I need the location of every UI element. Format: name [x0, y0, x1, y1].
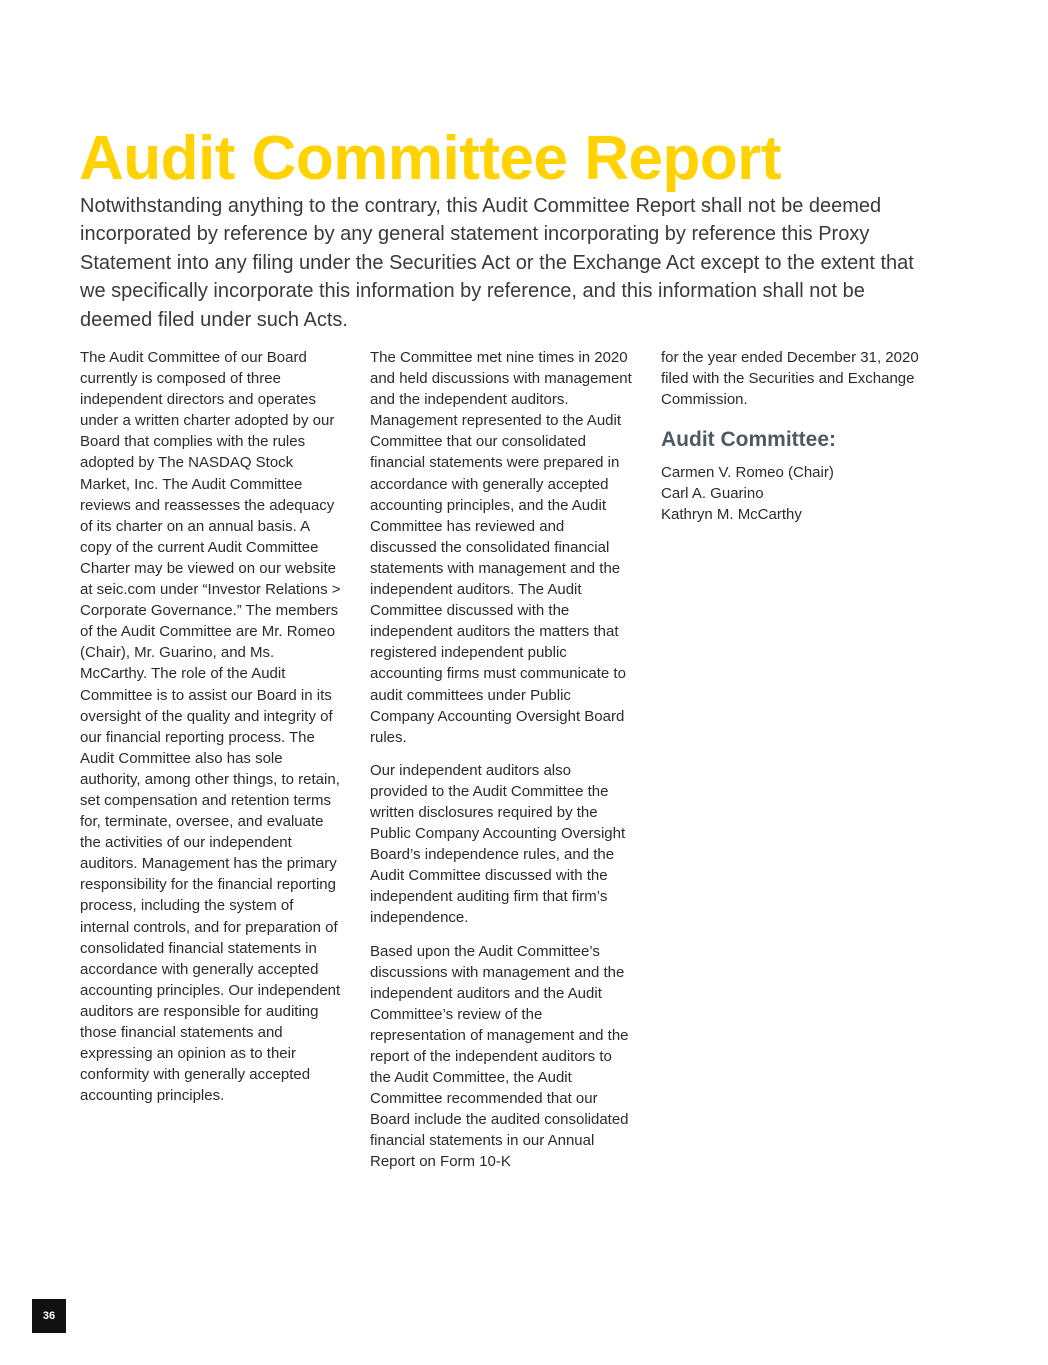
committee-heading: Audit Committee:: [661, 428, 836, 452]
column-2: [370, 347, 632, 1185]
page-number-badge: 36: [32, 1299, 66, 1333]
signer-name: Carl A. Guarino: [661, 485, 764, 503]
body-paragraph: Based upon the Audit Committee’s discussions with management and the independent auditors and the Audit Committee’s review of the representation of management and the report of the independent auditors to the Audit Committee, the Audit Committee recommended that our Board include the audited consolidated financial statements in our Annual Report on Form 10-K: [370, 942, 629, 1171]
signer-name: Carmen V. Romeo (Chair): [661, 464, 834, 482]
body-paragraph: for the year ended December 31, 2020 filed with the Securities and Exchange Commission.: [661, 349, 919, 409]
column-1: [80, 347, 342, 1118]
body-paragraph: The Committee met nine times in 2020 and held discussions with management and the independent auditors. Management represented to the Audit Committee that our consolidated financial statements were prepared in accordance with generally accepted accounting principles, and the Audit Committee has reviewed and discussed the consolidated financial statements with management and the independent auditors. The Audit Committee discussed with the independent auditors the matters that registered independent public accounting firms must communicate to audit committees under Public Company Accounting Oversight Board rules.: [370, 349, 632, 746]
signer-name: Kathryn M. McCarthy: [661, 506, 802, 524]
body-paragraph: The Audit Committee of our Board currently is composed of three independent directors and operates under a written charter adopted by our Board that complies with the rules adopted by The NASDAQ Stock Market, Inc. The Audit Committee reviews and reassesses the adequacy of its charter on an annual basis. A copy of the current Audit Committee Charter may be viewed on our website at seic.com under “Investor Relations > Corporate Governance.” The members of the Audit Committee are Mr. Romeo (Chair), Mr. Guarino, and Ms. McCarthy. The role of the Audit Committee is to assist our Board in its oversight of the quality and integrity of our financial reporting process. The Audit Committee also has sole authority, among other things, to retain, set compensation and retention terms for, terminate, oversee, and evaluate the activities of our independent auditors. Management has the primary responsibility for the financial reporting process, including the system of internal controls, and for preparation of consolidated financial statements in accordance with generally accepted accounting principles. Our independent auditors are responsible for auditing those financial statements and expressing an opinion as to their conformity with generally accepted accounting principles.: [80, 349, 341, 1105]
intro-disclaimer: Notwithstanding anything to the contrary, this Audit Committee Report shall not be deemed incorporated by reference by any general statement incorporating by reference this Proxy Statement into any filing under the Securities Act or the Exchange Act except to the extent that we specifically incorporate this information by reference, and this information shall not be deemed filed under such Acts.: [80, 195, 914, 331]
page-title: Audit Committee Report: [79, 124, 781, 193]
body-paragraph: Our independent auditors also provided to the Audit Committee the written disclosures required by the Public Company Accounting Oversight Board’s independence rules, and the Audit Committee discussed with the independent auditing firm that firm’s independence.: [370, 761, 626, 927]
column-3: [661, 347, 923, 526]
